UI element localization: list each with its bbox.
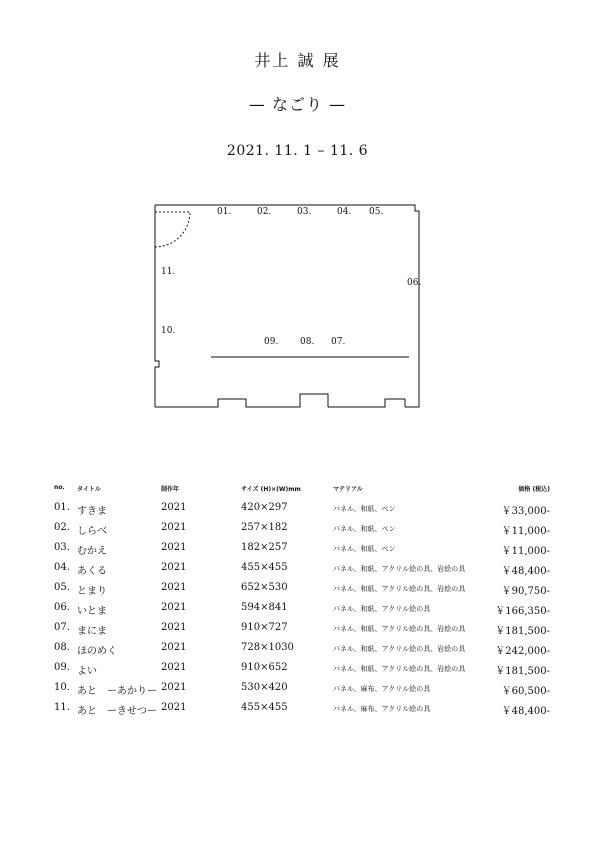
row-size: 530×420: [241, 682, 288, 693]
row-year: 2021: [161, 542, 187, 553]
door-swing: [155, 212, 190, 247]
table-row: [50, 622, 550, 642]
row-no: 02.: [54, 522, 70, 533]
row-material: パネル、和紙、ペン: [333, 525, 396, 533]
floor-label-02: 02.: [257, 207, 272, 217]
row-material: パネル、和紙、ペン: [333, 545, 396, 553]
floor-plan-wall: [155, 205, 422, 407]
floor-label-07: 07.: [331, 337, 346, 347]
row-title: よい: [77, 666, 97, 677]
row-no: 06.: [54, 602, 70, 613]
floor-plan-wall: [328, 399, 405, 407]
row-material: パネル、麻布、アクリル絵の具: [333, 705, 431, 713]
row-price: ￥181,500-: [495, 666, 550, 677]
table-row: [50, 602, 550, 622]
row-year: 2021: [161, 702, 187, 713]
row-price: ￥181,500-: [495, 626, 550, 637]
row-price: ￥48,400-: [501, 566, 550, 577]
row-material: パネル、和紙、アクリル絵の具、岩絵の具: [333, 645, 466, 653]
row-size: 455×455: [241, 562, 288, 573]
row-no: 07.: [54, 622, 70, 633]
row-year: 2021: [161, 642, 187, 653]
row-material: パネル、和紙、アクリル絵の具、岩絵の具: [333, 665, 466, 673]
row-no: 01.: [54, 502, 70, 513]
row-material: パネル、麻布、アクリル絵の具: [333, 685, 431, 693]
header-title: タイトル: [77, 486, 101, 493]
row-size: 455×455: [241, 702, 288, 713]
table-row: [50, 662, 550, 682]
row-size: 910×652: [241, 662, 288, 673]
row-year: 2021: [161, 562, 187, 573]
row-no: 03.: [54, 542, 70, 553]
row-title: あと ーあかりー: [77, 686, 157, 697]
row-material: パネル、和紙、アクリル絵の具、岩絵の具: [333, 585, 466, 593]
row-material: パネル、和紙、アクリル絵の具: [333, 605, 431, 613]
row-year: 2021: [161, 502, 187, 513]
row-price: ￥90,750-: [501, 586, 550, 597]
row-year: 2021: [161, 582, 187, 593]
row-size: 257×182: [241, 522, 288, 533]
table-row: [50, 562, 550, 582]
row-title: まにま: [77, 626, 107, 637]
header-size: サイズ (H)×(W)mm: [241, 486, 301, 493]
floor-label-09: 09.: [264, 337, 279, 347]
row-no: 09.: [54, 662, 70, 673]
floor-label-03: 03.: [297, 207, 312, 217]
floor-plan-wall: [155, 205, 159, 407]
row-title: あくる: [77, 566, 107, 577]
row-title: むかえ: [77, 546, 107, 557]
row-year: 2021: [161, 602, 187, 613]
header-material: マテリアル: [333, 486, 363, 493]
row-year: 2021: [161, 662, 187, 673]
row-price: ￥11,000-: [501, 526, 550, 537]
row-size: 594×841: [241, 602, 288, 613]
row-title: すきま: [77, 506, 107, 517]
floor-label-08: 08.: [300, 337, 315, 347]
row-size: 728×1030: [241, 642, 294, 653]
row-year: 2021: [161, 522, 187, 533]
row-material: パネル、和紙、ペン: [333, 505, 396, 513]
exhibition-subtitle: — なごり —: [248, 95, 347, 114]
header-price: 価格 (税込): [518, 486, 550, 493]
header-year: 制作年: [161, 486, 180, 493]
floor-label-11: 11.: [161, 267, 176, 277]
table-row: [50, 582, 550, 602]
row-size: 182×257: [241, 542, 288, 553]
floor-label-01: 01.: [217, 207, 232, 217]
row-price: ￥48,400-: [501, 706, 550, 717]
row-no: 08.: [54, 642, 70, 653]
row-price: ￥242,000-: [495, 646, 550, 657]
row-year: 2021: [161, 622, 187, 633]
floor-plan: [150, 195, 430, 420]
row-price: ￥166,350-: [495, 606, 550, 617]
row-title: あと ーきせつー: [77, 706, 157, 717]
row-size: 420×297: [241, 502, 288, 513]
table-row: [50, 502, 550, 522]
floor-label-10: 10.: [161, 326, 176, 336]
row-no: 11.: [54, 702, 70, 713]
row-no: 05.: [54, 582, 70, 593]
table-row: [50, 522, 550, 542]
row-title: いとま: [77, 606, 107, 617]
table-row: [50, 542, 550, 562]
floor-plan-wall: [155, 394, 328, 407]
row-material: パネル、和紙、アクリル絵の具、岩絵の具: [333, 625, 466, 633]
table-header: [50, 484, 550, 502]
row-price: ￥33,000-: [501, 506, 550, 517]
row-title: しらべ: [77, 526, 107, 537]
exhibition-title: 井上 誠 展: [254, 51, 341, 70]
floor-label-05: 05.: [369, 207, 384, 217]
row-title: とまり: [77, 586, 107, 597]
exhibition-dates: 2021. 11. 1 – 11. 6: [226, 143, 369, 159]
works-table: [50, 484, 550, 722]
table-row: [50, 682, 550, 702]
row-size: 652×530: [241, 582, 288, 593]
row-year: 2021: [161, 682, 187, 693]
row-no: 10.: [54, 682, 70, 693]
floor-label-04: 04.: [337, 207, 352, 217]
row-material: パネル、和紙、アクリル絵の具、岩絵の具: [333, 565, 466, 573]
row-price: ￥60,500-: [501, 686, 550, 697]
table-row: [50, 642, 550, 662]
floor-label-06: 06.: [407, 278, 422, 288]
row-title: ほのめく: [77, 646, 117, 657]
row-no: 04.: [54, 562, 70, 573]
table-row: [50, 702, 550, 722]
header-no: no.: [54, 484, 65, 491]
row-size: 910×727: [241, 622, 288, 633]
row-price: ￥11,000-: [501, 546, 550, 557]
